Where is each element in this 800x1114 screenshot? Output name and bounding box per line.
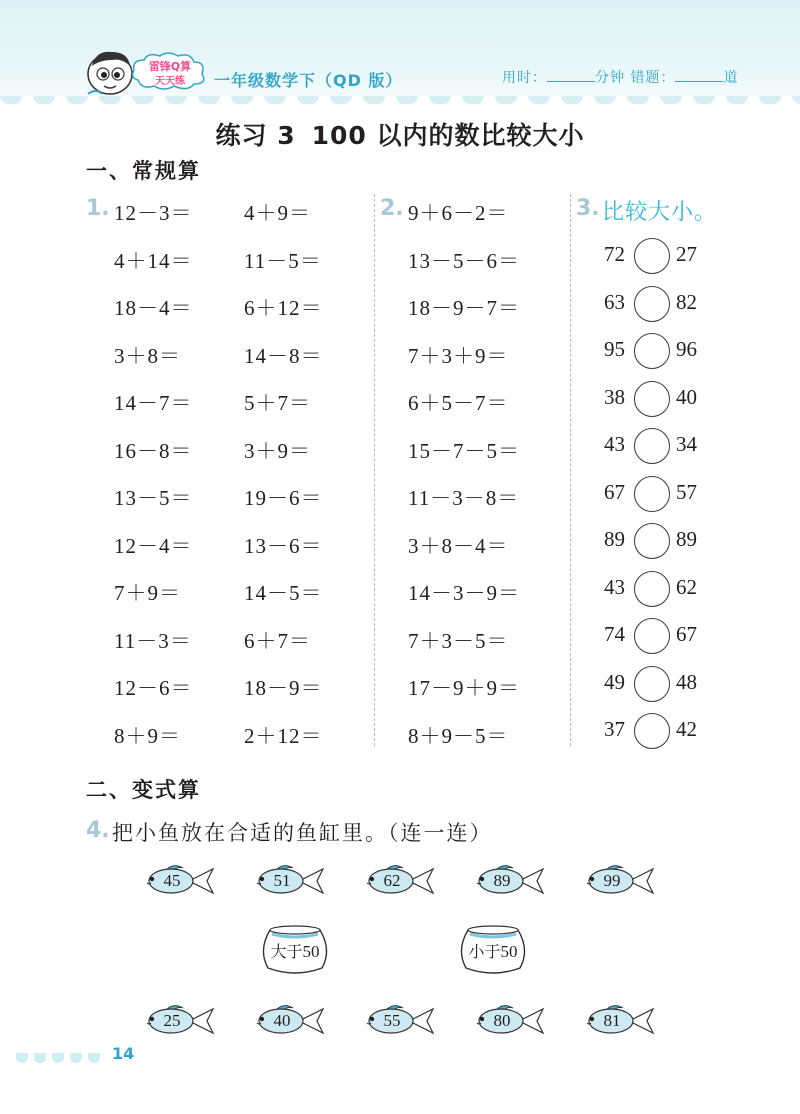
right-number: 34 xyxy=(676,432,697,456)
page-title xyxy=(0,116,800,152)
footer-decoration xyxy=(16,1048,106,1060)
logo-bottom-text: 天天练 xyxy=(155,76,185,87)
minutes-label: 分钟 xyxy=(595,70,625,86)
equation: 12－3＝ xyxy=(114,201,193,225)
equation: 3＋8－4＝ xyxy=(408,533,509,558)
equation: 14－7＝ xyxy=(114,391,193,415)
compare-row xyxy=(604,713,714,753)
compare-row xyxy=(604,333,714,373)
logo-cloud xyxy=(128,50,208,92)
fish[interactable] xyxy=(473,1002,547,1040)
answer-circle[interactable] xyxy=(634,286,670,322)
right-number: 42 xyxy=(676,717,697,741)
compare-row xyxy=(604,286,714,326)
equation: 2＋12＝ xyxy=(244,723,323,748)
compare-row xyxy=(604,666,714,706)
series-title: 一年级数学下（QD 版） xyxy=(214,71,403,90)
equation: 13－5＝ xyxy=(114,486,193,510)
equation: 14－3－9＝ xyxy=(408,581,520,605)
q3-title: 比较大小。 xyxy=(602,200,718,225)
right-number: 89 xyxy=(676,527,697,551)
time-error-record xyxy=(502,67,738,87)
equation: 6＋5－7＝ xyxy=(408,391,509,415)
equation: 14－5＝ xyxy=(244,581,323,605)
equation: 11－3－8＝ xyxy=(408,486,520,510)
equation: 8＋9＝ xyxy=(114,723,181,748)
bowl-label-text: 大于 xyxy=(270,942,303,961)
equation: 13－6＝ xyxy=(244,533,323,558)
section-heading-1: 一、常规算 xyxy=(86,159,201,183)
equation: 18－9＝ xyxy=(244,676,323,700)
fish[interactable] xyxy=(253,1002,327,1040)
fish-number: 99 xyxy=(603,871,621,890)
left-number: 37 xyxy=(604,717,625,741)
left-number: 38 xyxy=(604,384,625,409)
answer-circle[interactable] xyxy=(634,713,670,749)
fish-number: 62 xyxy=(383,871,401,890)
logo-top-text: 雷锋Q算 xyxy=(148,60,192,73)
compare-row xyxy=(604,381,714,421)
fish[interactable] xyxy=(143,1002,217,1040)
column-divider xyxy=(570,194,571,746)
equation: 9＋6－2＝ xyxy=(408,201,509,225)
equation: 7＋3＋9＝ xyxy=(408,343,509,368)
equation: 6＋7＝ xyxy=(244,628,311,653)
right-number: 67 xyxy=(676,622,697,646)
time-blank[interactable] xyxy=(547,69,595,82)
fish-number: 80 xyxy=(493,1011,511,1030)
fish[interactable] xyxy=(253,862,327,900)
question-number-2: 2. xyxy=(380,196,404,221)
fish[interactable] xyxy=(143,862,217,900)
answer-circle[interactable] xyxy=(634,618,670,654)
question-number-3: 3. xyxy=(576,196,600,221)
answer-circle[interactable] xyxy=(634,238,670,274)
section-heading-2: 二、变式算 xyxy=(86,778,201,802)
equation: 12－4＝ xyxy=(114,533,193,558)
equation: 11－3＝ xyxy=(114,628,192,653)
fish-number: 51 xyxy=(273,871,291,890)
left-number: 43 xyxy=(604,574,625,599)
right-number: 48 xyxy=(676,669,697,694)
q4-instruction: 把小鱼放在合适的鱼缸里。（连一连） xyxy=(112,821,493,845)
fish[interactable] xyxy=(583,1002,657,1040)
left-number: 72 xyxy=(604,242,625,266)
fish-bowl[interactable] xyxy=(256,922,334,978)
compare-row xyxy=(604,571,714,611)
right-number: 57 xyxy=(676,479,697,504)
right-number: 96 xyxy=(676,337,697,361)
fish[interactable] xyxy=(363,1002,437,1040)
right-number: 82 xyxy=(676,289,697,314)
equation: 12－6＝ xyxy=(114,676,193,700)
answer-circle[interactable] xyxy=(634,428,670,464)
equation: 14－8＝ xyxy=(244,343,323,368)
bowl-label-number: 50 xyxy=(302,942,320,961)
exercise-number: 练习 3 xyxy=(215,121,296,150)
equation: 16－8＝ xyxy=(114,438,193,463)
equation: 19－6＝ xyxy=(244,486,323,510)
left-number: 49 xyxy=(604,669,625,694)
answer-circle[interactable] xyxy=(634,381,670,417)
left-number: 67 xyxy=(604,479,625,504)
right-number: 40 xyxy=(676,384,697,409)
fish-number: 55 xyxy=(383,1011,401,1030)
bowl-label xyxy=(454,939,532,962)
compare-row xyxy=(604,238,714,278)
fish-bowl[interactable] xyxy=(454,922,532,978)
bowl-label-number: 50 xyxy=(500,942,518,961)
question-number-1: 1. xyxy=(86,196,110,221)
fish-number: 89 xyxy=(493,871,511,890)
fish-number: 81 xyxy=(603,1011,621,1030)
equation: 7＋9＝ xyxy=(114,581,181,605)
answer-circle[interactable] xyxy=(634,476,670,512)
left-number: 89 xyxy=(604,527,625,551)
errors-label: 错题： xyxy=(630,70,676,86)
equation: 18－4＝ xyxy=(114,296,193,320)
left-number: 95 xyxy=(604,337,625,361)
equation: 4＋9＝ xyxy=(244,201,311,225)
answer-circle[interactable] xyxy=(634,666,670,702)
fish[interactable] xyxy=(363,862,437,900)
bowl-label xyxy=(256,939,334,962)
bowl-label-text: 小于 xyxy=(468,942,501,961)
equation: 4＋14＝ xyxy=(114,248,193,273)
right-number: 27 xyxy=(676,242,697,266)
equation: 3＋8＝ xyxy=(114,343,181,368)
left-number: 74 xyxy=(604,622,625,646)
equation: 11－5＝ xyxy=(244,248,322,273)
equation: 3＋9＝ xyxy=(244,438,311,463)
count-unit-label: 道 xyxy=(723,70,739,86)
answer-circle[interactable] xyxy=(634,333,670,369)
fish-number: 45 xyxy=(163,871,181,890)
exercise-topic: 100 以内的数比较大小 xyxy=(311,121,585,150)
fish[interactable] xyxy=(583,862,657,900)
equation: 8＋9－5＝ xyxy=(408,723,509,748)
errors-blank[interactable] xyxy=(675,69,723,82)
equation: 13－5－6＝ xyxy=(408,248,520,273)
compare-row xyxy=(604,523,714,563)
compare-row xyxy=(604,476,714,516)
compare-row xyxy=(604,428,714,468)
left-number: 43 xyxy=(604,432,625,456)
time-used-label: 用时： xyxy=(502,70,547,86)
answer-circle[interactable] xyxy=(634,523,670,559)
equation: 18－9－7＝ xyxy=(408,296,520,320)
question-number-4: 4. xyxy=(86,818,110,843)
equation: 17－9＋9＝ xyxy=(408,676,520,700)
page-number: 14 xyxy=(112,1044,135,1063)
answer-circle[interactable] xyxy=(634,571,670,607)
column-divider xyxy=(374,194,375,746)
equation: 15－7－5＝ xyxy=(408,438,520,463)
left-number: 63 xyxy=(604,289,625,314)
fish-number: 25 xyxy=(163,1011,181,1030)
fish-number: 40 xyxy=(273,1011,291,1030)
compare-row xyxy=(604,618,714,658)
equation: 7＋3－5＝ xyxy=(408,628,509,653)
fish[interactable] xyxy=(473,862,547,900)
right-number: 62 xyxy=(676,574,697,599)
equation: 5＋7＝ xyxy=(244,391,311,415)
equation: 6＋12＝ xyxy=(244,296,323,320)
